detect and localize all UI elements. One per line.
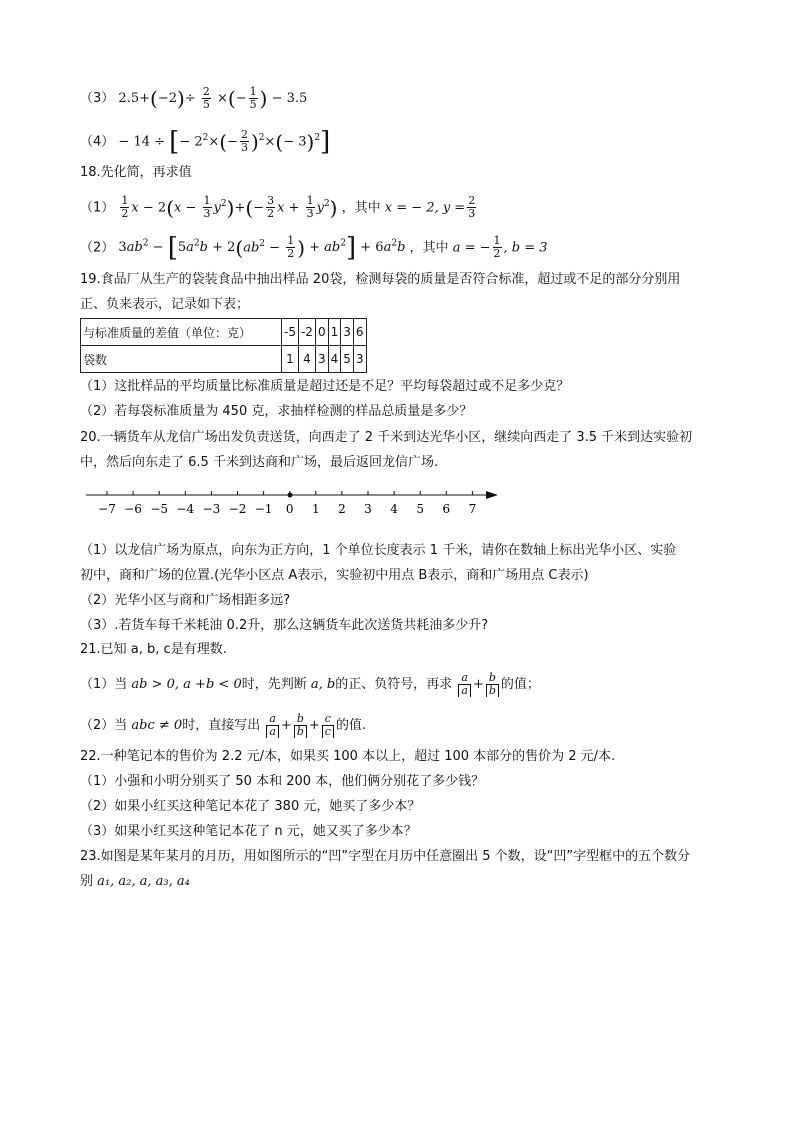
q17-item4: （4） − 14 ÷ [− $2^2\times(-$ $\frac{2}{3}$ )$^2\times(- 3)^2$] <box>80 126 331 157</box>
axis-tick-label: 1 <box>311 502 320 516</box>
q20-sub1-line2: 初中，商和广场的位置.(光华小区点 A表示，实验初中用点 B表示，商和广场用点 C表示) <box>80 568 589 583</box>
q20-line1: 20.一辆货车从龙信广场出发负责送货，向西走了 2 千米到达光华小区，继续向西走了 3.5 千米到达实验初 <box>80 430 693 445</box>
q20-sub1-line1: （1）以龙信广场为原点，向东为正方向，1 个单位长度表示 1 千米，请你在数轴上标出光华小区、实验 <box>80 543 677 558</box>
q21-title: 21.已知 a, b, c是有理数. <box>80 642 227 657</box>
q18-item1: （1） $\frac{1}{2}$ x − 2(x − $\frac{1}{3}$ $y^2)+(-$ $\frac{3}{2}$ x + $\frac{1}{3}$ $y^2$) ，其中 x = − 2, y = $\frac{2}{3}$ <box>80 194 476 221</box>
expr-part: ÷ <box>184 91 196 106</box>
axis-tick-label: 7 <box>468 502 477 516</box>
paren-close: ) <box>176 86 185 111</box>
q21-sub1: （1）当 ab > 0, a +b < 0时，先判断 a, b的正、负符号，再求 $\frac{a}{a}$ + $\frac{b}{b}$ 的值； <box>80 671 540 697</box>
q20-sub2: （2）光华小区与商和广场相距多远? <box>80 593 291 608</box>
table-header-cell: 袋数 <box>81 346 282 373</box>
table-cell: 3 <box>315 346 328 373</box>
q19-sub2: （2）若每袋标准质量为 450 克，求抽样检测的样品总质量是多少？ <box>80 404 473 419</box>
table-cell: 0 <box>315 319 328 346</box>
expr-part: 2.5+ <box>118 91 150 106</box>
table-cell: 4 <box>328 346 341 373</box>
where-text: ，其中 <box>409 240 449 256</box>
axis-tick-label: 4 <box>390 502 398 516</box>
table-cell: 3 <box>341 319 354 346</box>
axis-tick-label: 2 <box>338 502 346 516</box>
table-row <box>81 319 367 346</box>
table-cell: -2 <box>298 319 315 346</box>
q19-line2: 正、负来表示，记录如下表； <box>80 297 250 312</box>
condition: a = − <box>452 240 491 256</box>
item-number: （3） <box>80 91 115 106</box>
fraction: $\frac{2}{3}$ <box>240 128 248 155</box>
axis-tick-label: −3 <box>202 502 221 516</box>
where-text: ，其中 <box>341 200 381 216</box>
table-cell: 5 <box>341 346 354 373</box>
axis-tick-label: 0 <box>285 502 294 516</box>
q23-line2: 别 a₁, a₂, a, a₃, a₄ <box>80 874 190 889</box>
expr-part: − 2 <box>179 134 203 150</box>
q19-sub1: （1）这批样品的平均质量比标准质量是超过还是不足？平均每袋超过或不足多少克？ <box>80 379 570 394</box>
item-number: （2） <box>80 240 115 256</box>
q22-sub3: （3）如果小红买这种笔记本花了 n 元，她又买了多少本？ <box>80 824 417 839</box>
q18-item2: （2） $3ab^2 - [5a^2b + 2(ab^2$ − $\frac{1}{2}$ ) + $ab^2] + 6a^2b$ ，其中 a = − $\frac{1}{2}$ , b = 3 <box>80 232 548 263</box>
axis-tick-label: −5 <box>150 502 169 516</box>
q22-sub1: （1）小强和小明分别买了 50 本和 200 本，他们俩分别花了多少钱？ <box>80 774 485 789</box>
expr-part: − 3.5 <box>271 91 308 106</box>
table-header-cell: 与标准质量的差值（单位：克） <box>81 319 282 346</box>
q17-item3: （3） 2.5+(−2)÷ $\frac{2}{5}$ ×(− $\frac{1}{5}$ ) − 3.5 <box>80 85 308 111</box>
number-line <box>80 485 520 525</box>
condition: x = − 2, y = <box>384 200 466 216</box>
q19-line1: 19.食品厂从生产的袋装食品中抽出样品 20袋，检测每袋的质量是否符合标准，超过或不足的部分分别用 <box>80 272 681 287</box>
table-cell: -5 <box>282 319 299 346</box>
q18-title: 18.先化简，再求值 <box>80 165 192 180</box>
axis-tick-label: −4 <box>176 502 195 516</box>
expr-part: −2 <box>157 91 177 106</box>
table-cell: 4 <box>298 346 315 373</box>
expr-part: − 14 ÷ <box>118 134 166 150</box>
paren-open: ( <box>150 86 158 111</box>
q22-line1: 22.一种笔记本的售价为 2.2 元/本，如果买 100 本以上，超过 100 本部分的售价为 2 元/本. <box>80 749 616 764</box>
table-cell: 1 <box>282 346 299 373</box>
q22-sub2: （2）如果小红买这种笔记本花了 380 元，她买了多少本？ <box>80 799 421 814</box>
q21-sub2: （2）当 abc ≠ 0时，直接写出 $\frac{a}{a}$ + $\frac{b}{b}$ + $\frac{c}{c}$ 的值. <box>80 712 367 738</box>
variables: a₁, a₂, a, a₃, a₄ <box>97 874 190 889</box>
data-table <box>80 318 367 373</box>
axis-tick-label: −2 <box>228 502 247 516</box>
fraction: $\frac{2}{5}$ <box>202 85 210 111</box>
axis-tick-label: 6 <box>442 502 451 516</box>
expr-part: × <box>216 91 228 106</box>
table-cell: 1 <box>328 319 341 346</box>
axis-tick-label: 5 <box>416 502 425 516</box>
fraction: $\frac{1}{5}$ <box>249 85 257 111</box>
item-number: （4） <box>80 134 115 150</box>
q23-line1: 23.如图是某年某月的月历，用如图所示的“凹”字型在月历中任意圈出 5 个数，设“凹”字型框中的五个数分 <box>80 849 691 864</box>
table-cell: 6 <box>353 319 366 346</box>
table-row <box>81 346 367 373</box>
item-number: （1） <box>80 200 115 216</box>
condition: abc ≠ 0 <box>131 718 183 733</box>
condition: ab > 0, a +b < 0 <box>131 677 242 692</box>
table-cell: 3 <box>353 346 366 373</box>
q20-sub3: （3）.若货车每千米耗油 0.2升，那么这辆货车此次送货共耗油多少升? <box>80 618 489 633</box>
axis-tick-label: 3 <box>364 502 372 516</box>
axis-tick-label: −1 <box>254 502 273 516</box>
axis-tick-label: −6 <box>124 502 142 516</box>
q20-line2: 中，然后向东走了 6.5 千米到达商和广场，最后返回龙信广场. <box>80 455 439 470</box>
axis-tick-label: −7 <box>98 502 116 516</box>
